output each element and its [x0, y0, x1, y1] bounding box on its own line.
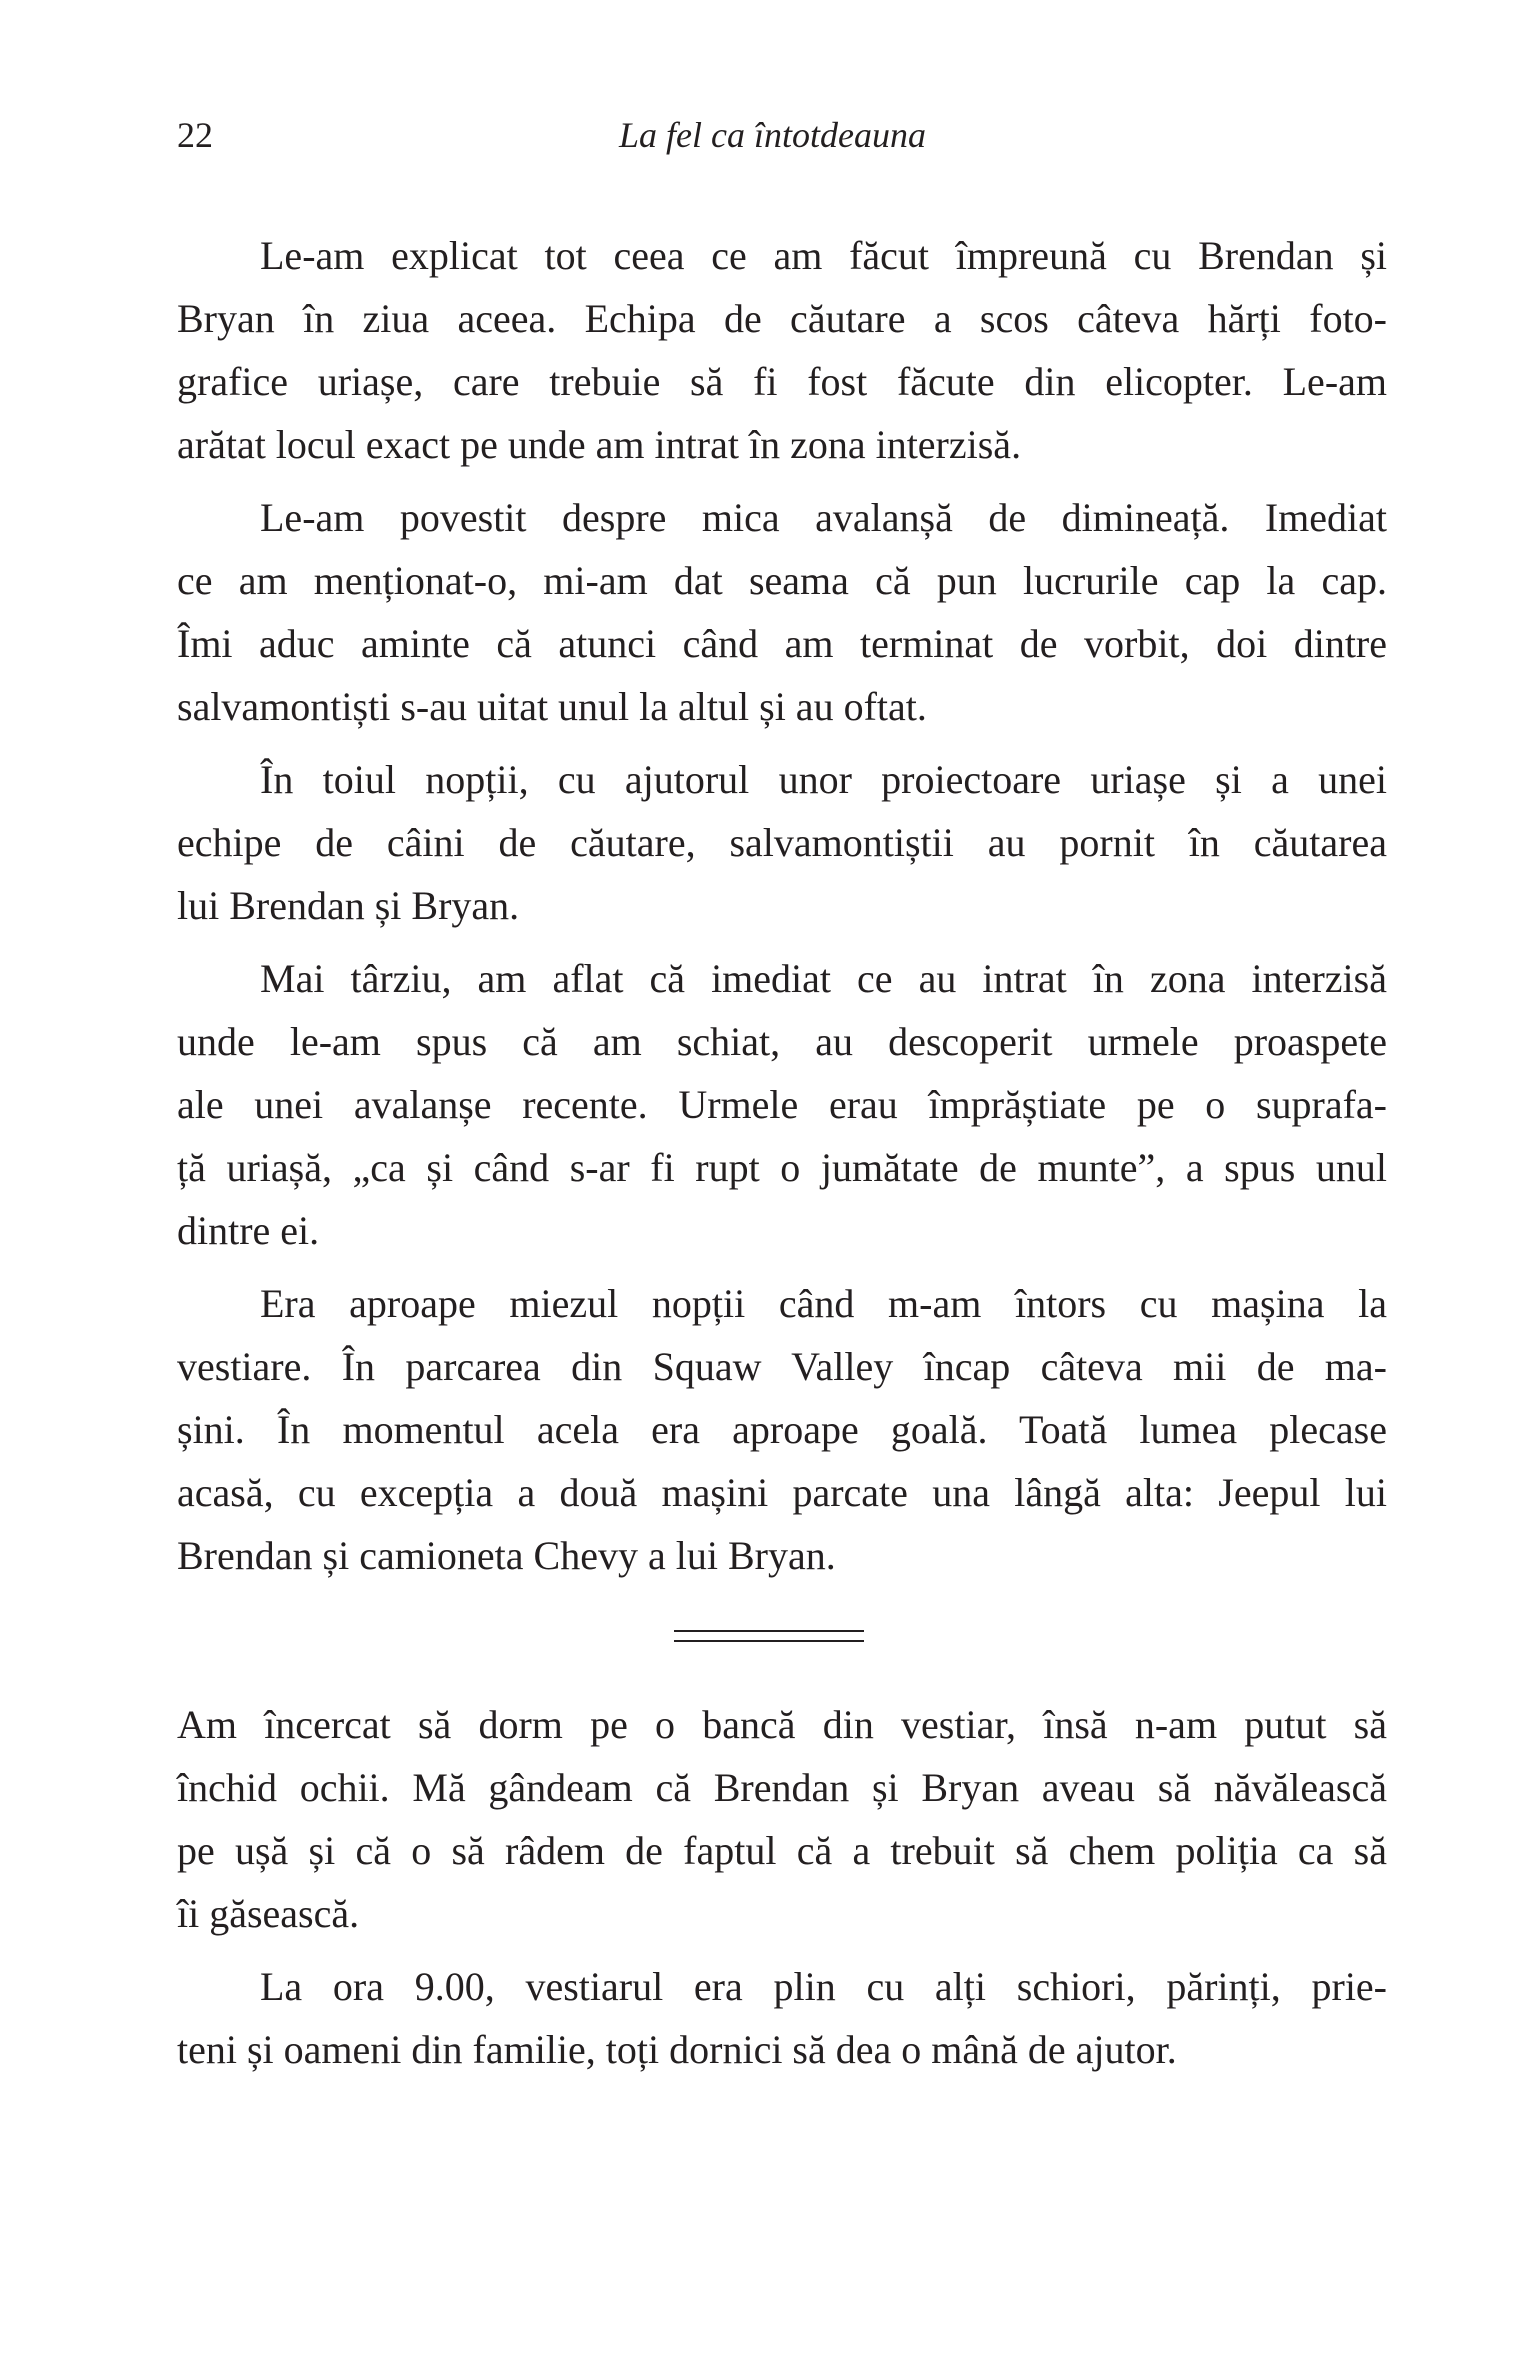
text-line: dintre ei. — [177, 1208, 320, 1253]
text-line: Îmi aduc aminte că atunci când am terminat de vorbit, doi dintre — [177, 621, 1387, 666]
paragraph — [177, 1272, 1387, 1587]
text-line: grafice uriașe, care trebuie să fi fost făcute din elicopter. Le-am — [177, 359, 1387, 404]
page-body — [177, 224, 1387, 2091]
paragraph — [177, 748, 1387, 937]
text-line: Era aproape miezul nopții când m-am întors cu mașina la — [260, 1281, 1387, 1326]
paragraph — [177, 1693, 1387, 1945]
text-line: ce am menționat-o, mi-am dat seama că pun lucrurile cap la cap. — [177, 558, 1387, 603]
paragraph — [177, 947, 1387, 1262]
text-line: vestiare. În parcarea din Squaw Valley încap câteva mii de ma- — [177, 1344, 1387, 1389]
text-line: Mai târziu, am aflat că imediat ce au intrat în zona interzisă — [260, 956, 1387, 1001]
text-line: ță uriașă, „ca și când s-ar fi rupt o jumătate de munte”, a spus unul — [177, 1145, 1387, 1190]
text-line: La ora 9.00, vestiarul era plin cu alți schiori, părinți, prie- — [260, 1964, 1387, 2009]
text-line: echipe de câini de căutare, salvamontiștii au pornit în căutarea — [177, 820, 1387, 865]
text-line: Brendan și camioneta Chevy a lui Bryan. — [177, 1533, 836, 1578]
section-1 — [177, 224, 1387, 1587]
page-number: 22 — [177, 115, 213, 155]
text-line: teni și oameni din familie, toți dornici să dea o mână de ajutor. — [177, 2027, 1177, 2072]
text-line: acasă, cu excepția a două mașini parcate una lângă alta: Jeepul lui — [177, 1470, 1387, 1515]
paragraph — [177, 486, 1387, 738]
running-title: La fel ca întotdeauna — [619, 115, 926, 155]
text-line: pe ușă și că o să râdem de faptul că a trebuit să chem poliția ca să — [177, 1828, 1387, 1873]
text-line: salvamontiști s-au uitat unul la altul și au oftat. — [177, 684, 927, 729]
text-line: șini. În momentul acela era aproape goală. Toată lumea plecase — [177, 1407, 1387, 1452]
text-line: lui Brendan și Bryan. — [177, 883, 520, 928]
section-divider — [674, 1630, 864, 1642]
text-line: îi găsească. — [177, 1891, 360, 1936]
text-line: Le-am explicat tot ceea ce am făcut împreună cu Brendan și — [260, 233, 1387, 278]
text-line: închid ochii. Mă gândeam că Brendan și Bryan aveau să năvălească — [177, 1765, 1387, 1810]
text-line: Bryan în ziua aceea. Echipa de căutare a scos câteva hărți foto- — [177, 296, 1387, 341]
text-line: În toiul nopții, cu ajutorul unor proiectoare uriașe și a unei — [260, 757, 1387, 802]
text-line: ale unei avalanșe recente. Urmele erau împrăștiate pe o suprafa- — [177, 1082, 1387, 1127]
text-line: Le-am povestit despre mica avalanșă de dimineață. Imediat — [260, 495, 1387, 540]
text-line: Am încercat să dorm pe o bancă din vestiar, însă n-am putut să — [177, 1702, 1387, 1747]
paragraph — [177, 1955, 1387, 2081]
text-line: arătat locul exact pe unde am intrat în zona interzisă. — [177, 422, 1022, 467]
text-line: unde le-am spus că am schiat, au descoperit urmele proaspete — [177, 1019, 1387, 1064]
section-2 — [177, 1693, 1387, 2081]
paragraph — [177, 224, 1387, 476]
